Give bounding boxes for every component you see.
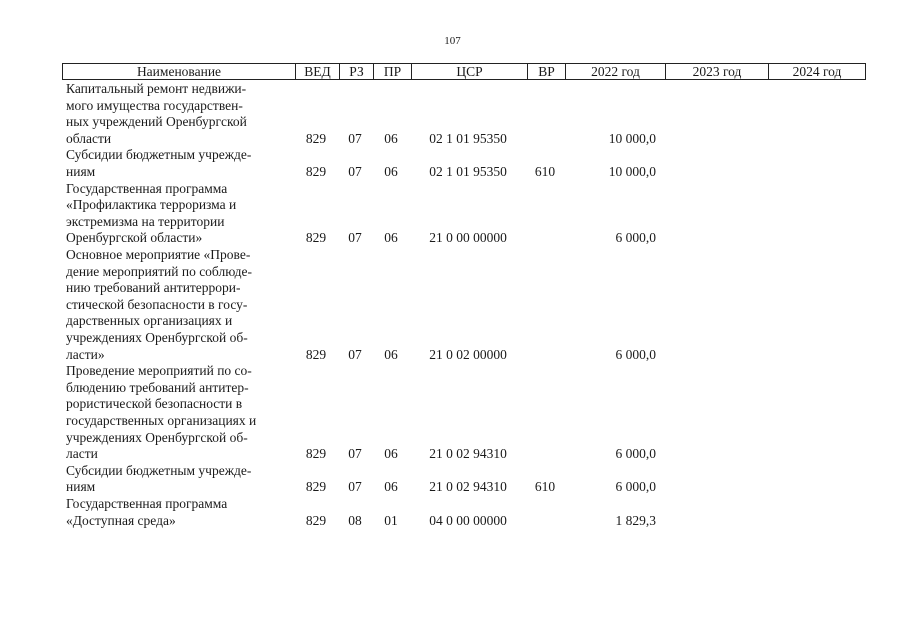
row-name: Субсидии бюджетным учрежде- ниям xyxy=(66,462,252,495)
row-name: Государственная программа «Доступная среда» xyxy=(66,496,228,528)
row-vr: 610 xyxy=(534,163,556,179)
row-name: Основное мероприятие «Прове- дение мероприятий по соблюде- нию требований антитеррори- стической безопасности в госу- дарственных организациях и учреждениях Оренбургской об- ласти» xyxy=(66,247,252,362)
row-vr: 610 xyxy=(534,479,556,495)
table-row xyxy=(0,496,905,529)
row-2022: 6 000,0 xyxy=(615,446,656,462)
row-name: Субсидии бюджетным учрежде- ниям xyxy=(66,147,252,179)
row-rz: 08 xyxy=(348,512,362,528)
row-pr: 01 xyxy=(384,512,398,528)
row-csr: 02 1 01 95350 xyxy=(429,163,507,179)
row-ved: 829 xyxy=(305,230,327,246)
header-2024: 2024 год xyxy=(768,64,865,79)
row-2022: 1 829,3 xyxy=(615,512,656,528)
row-2022: 6 000,0 xyxy=(615,230,656,246)
row-csr: 21 0 00 00000 xyxy=(429,230,507,246)
row-ved: 829 xyxy=(305,346,327,362)
header-vr: ВР xyxy=(527,64,565,79)
row-rz: 07 xyxy=(348,130,362,146)
header-2023: 2023 год xyxy=(665,64,768,79)
row-csr: 21 0 02 00000 xyxy=(429,346,507,362)
table-row xyxy=(0,363,905,463)
table-row xyxy=(0,147,905,180)
row-ved: 829 xyxy=(305,446,327,462)
row-2022: 6 000,0 xyxy=(615,479,656,495)
row-pr: 06 xyxy=(384,230,398,246)
header-ved: ВЕД xyxy=(295,64,339,79)
row-ved: 829 xyxy=(305,163,327,179)
row-pr: 06 xyxy=(384,130,398,146)
row-csr: 21 0 02 94310 xyxy=(429,446,507,462)
row-rz: 07 xyxy=(348,163,362,179)
page-number: 107 xyxy=(444,35,461,47)
row-name: Капитальный ремонт недвижи- мого имущества государствен- ных учреждений Оренбургской области xyxy=(66,81,247,146)
row-pr: 06 xyxy=(384,346,398,362)
table-row xyxy=(0,247,905,363)
row-rz: 07 xyxy=(348,479,362,495)
row-name: Проведение мероприятий по со- блюдению требований антитер- рористической безопасности в государственных организациях и учреждениях Оренбургской об- ласти xyxy=(66,363,257,462)
row-rz: 07 xyxy=(348,230,362,246)
table-header xyxy=(62,63,866,80)
table-row xyxy=(0,81,905,147)
header-name: Наименование xyxy=(136,64,222,79)
header-2022: 2022 год xyxy=(565,64,665,79)
table-row xyxy=(0,463,905,496)
row-csr: 02 1 01 95350 xyxy=(429,130,507,146)
row-ved: 829 xyxy=(305,130,327,146)
row-pr: 06 xyxy=(384,479,398,495)
row-pr: 06 xyxy=(384,446,398,462)
header-csr: ЦСР xyxy=(411,64,527,79)
row-rz: 07 xyxy=(348,346,362,362)
row-rz: 07 xyxy=(348,446,362,462)
row-2022: 10 000,0 xyxy=(608,130,656,146)
header-pr: ПР xyxy=(373,64,411,79)
row-pr: 06 xyxy=(384,163,398,179)
row-ved: 829 xyxy=(305,512,327,528)
row-csr: 04 0 00 00000 xyxy=(429,512,507,528)
row-2022: 6 000,0 xyxy=(615,346,656,362)
row-name: Государственная программа «Профилактика терроризма и экстремизма на территории Оренбургской области» xyxy=(66,180,237,246)
header-rz: РЗ xyxy=(339,64,373,79)
row-ved: 829 xyxy=(305,479,327,495)
row-2022: 10 000,0 xyxy=(608,163,656,179)
table-row xyxy=(0,181,905,247)
row-csr: 21 0 02 94310 xyxy=(429,479,507,495)
